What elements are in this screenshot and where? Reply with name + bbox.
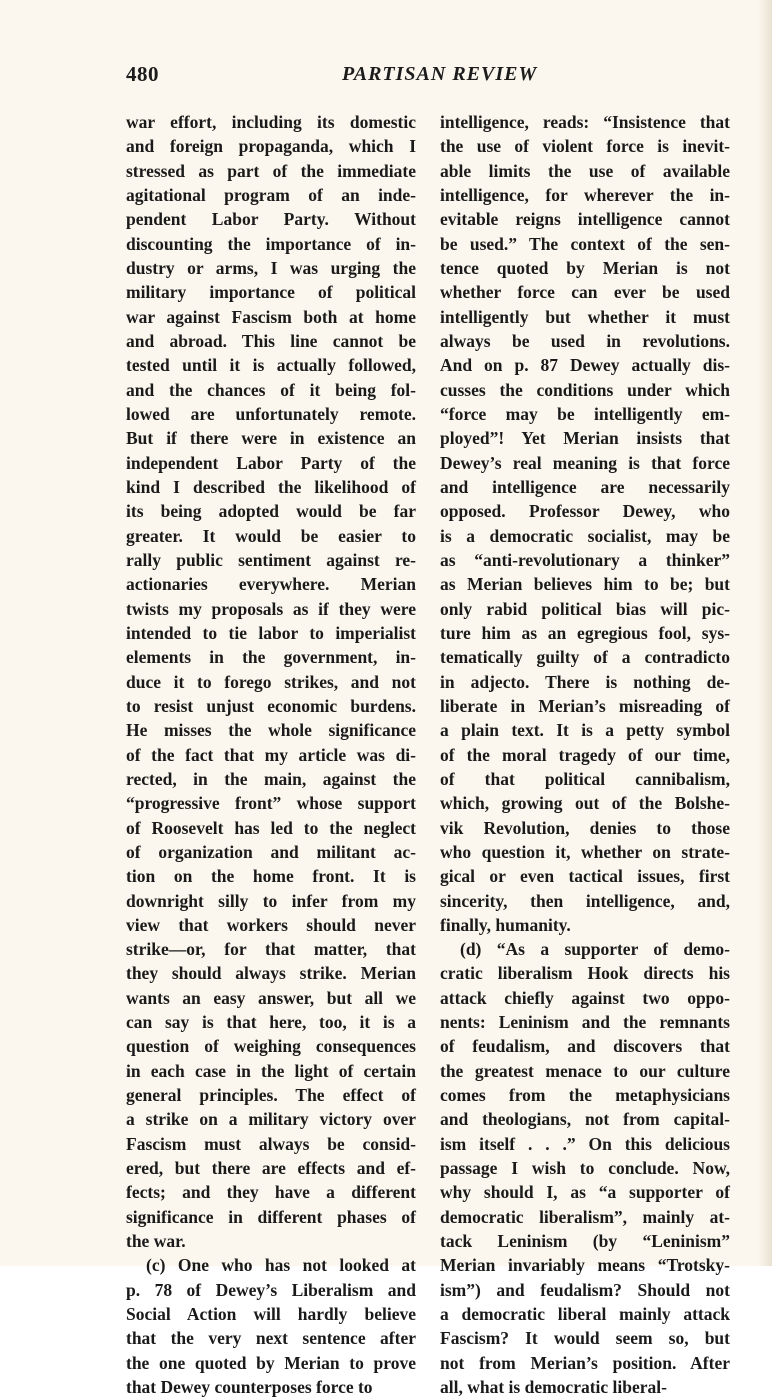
text-line: of the moral tragedy of our time, <box>440 744 730 765</box>
text-line: ture him as an egregious fool, sys- <box>440 622 730 643</box>
text-line: as Merian believes him to be; but <box>440 574 730 595</box>
text-line: elements in the government, in- <box>126 647 416 668</box>
text-line: of feudalism, and discovers that <box>440 1036 730 1057</box>
text-line: evitable reigns intelligence cannot <box>440 209 730 230</box>
text-line: who question it, whether on strate- <box>440 841 730 862</box>
text-line: sincerity, then intelligence, and, <box>440 890 730 911</box>
text-line: twists my proposals as if they were <box>126 598 416 619</box>
text-line: vik Revolution, denies to those <box>440 817 730 838</box>
text-line: (c) One who has not looked at <box>146 1255 416 1276</box>
text-line: is a democratic socialist, may be <box>440 525 730 546</box>
left-text-column <box>126 110 416 1399</box>
text-line: And on p. 87 Dewey actually dis- <box>440 355 730 376</box>
text-line: greater. It would be easier to <box>126 525 416 546</box>
text-line: cusses the conditions under which <box>440 379 730 400</box>
text-line: tack Leninism (by “Leninism” <box>440 1231 730 1252</box>
text-line: opposed. Professor Dewey, who <box>440 501 730 522</box>
text-line: wants an easy answer, but all we <box>126 987 416 1008</box>
text-line: gical or even tactical issues, first <box>440 866 730 887</box>
text-line: and intelligence are necessarily <box>440 476 730 497</box>
text-line: ism”) and feudalism? Should not <box>440 1279 730 1300</box>
page-number: 480 <box>126 62 159 86</box>
text-line: Merian invariably means “Trotsky- <box>440 1255 730 1276</box>
text-line: Social Action will hardly believe <box>126 1304 416 1325</box>
text-line: general principles. The effect of <box>126 1085 416 1106</box>
text-line: Fascism? It would seem so, but <box>440 1328 730 1349</box>
text-line: tested until it is actually followed, <box>126 355 416 376</box>
text-line: military importance of political <box>126 282 416 303</box>
text-line: dustry or arms, I was urging the <box>126 257 416 278</box>
text-line: always be used in revolutions. <box>440 330 730 351</box>
running-head: PARTISAN REVIEW <box>342 63 538 85</box>
text-line: a plain text. It is a petty symbol <box>440 720 730 741</box>
text-line: the use of violent force is inevit- <box>440 136 730 157</box>
text-line: passage I wish to conclude. Now, <box>440 1158 730 1179</box>
page-header <box>126 62 732 92</box>
text-line: significance in different phases of <box>126 1206 416 1227</box>
text-line: agitational program of an inde- <box>126 184 416 205</box>
text-line: cratic liberalism Hook directs his <box>440 963 730 984</box>
text-line: view that workers should never <box>126 914 416 935</box>
text-line: can say is that here, too, it is a <box>126 1012 416 1033</box>
text-line: attack chiefly against two oppo- <box>440 987 730 1008</box>
text-line: pendent Labor Party. Without <box>126 209 416 230</box>
text-line: But if there were in existence an <box>126 428 416 449</box>
text-line: tematically guilty of a contradicto <box>440 647 730 668</box>
text-line: kind I described the likelihood of <box>126 476 416 497</box>
text-line: why should I, as “a supporter of <box>440 1182 730 1203</box>
text-line: that the very next sentence after <box>126 1328 416 1349</box>
text-line: strike—or, for that matter, that <box>126 939 416 960</box>
text-line: they should always strike. Merian <box>126 963 416 984</box>
text-line: and theologians, not from capital- <box>440 1109 730 1130</box>
text-line: which, growing out of the Bolshe- <box>440 793 730 814</box>
text-line: a strike on a military victory over <box>126 1109 416 1130</box>
text-line: that Dewey counterposes force to <box>126 1377 373 1398</box>
text-line: of organization and militant ac- <box>126 841 416 862</box>
page-edge-shadow <box>758 0 772 1266</box>
text-line: in each case in the light of certain <box>126 1060 416 1081</box>
text-line: tence quoted by Merian is not <box>440 257 730 278</box>
text-line: “progressive front” whose support <box>126 793 416 814</box>
text-line: war effort, including its domestic <box>126 112 416 132</box>
text-line: intended to tie labor to imperialist <box>126 622 416 643</box>
text-line: He misses the whole significance <box>126 720 416 741</box>
text-line: a democratic liberal mainly attack <box>440 1304 730 1325</box>
text-line: discounting the importance of in- <box>126 233 416 254</box>
right-text-column <box>440 110 730 1399</box>
text-line: fects; and they have a different <box>126 1182 416 1203</box>
text-line: intelligently but whether it must <box>440 306 730 327</box>
text-line: of Roosevelt has led to the neglect <box>126 817 416 838</box>
text-line: intelligence, reads: “Insistence that <box>440 112 730 132</box>
text-line: whether force can ever be used <box>440 282 730 303</box>
text-line: tion on the home front. It is <box>126 866 416 887</box>
text-line: actionaries everywhere. Merian <box>126 574 416 595</box>
text-line: stressed as part of the immediate <box>126 160 416 181</box>
text-line: of that political cannibalism, <box>440 768 730 789</box>
text-line: question of weighing consequences <box>126 1036 416 1057</box>
text-line: nents: Leninism and the remnants <box>440 1012 730 1033</box>
text-line: as “anti-revolutionary a thinker” <box>440 549 730 570</box>
text-line: the one quoted by Merian to prove <box>126 1352 416 1373</box>
text-line: not from Merian’s position. After <box>440 1352 730 1373</box>
text-line: independent Labor Party of the <box>126 452 416 473</box>
text-line: in adjecto. There is nothing de- <box>440 671 730 692</box>
text-line: all, what is democratic liberal- <box>440 1377 667 1398</box>
text-line: democratic liberalism”, mainly at- <box>440 1206 730 1227</box>
text-line: downright silly to infer from my <box>126 890 416 911</box>
text-line: finally, humanity. <box>440 914 571 935</box>
text-line: and abroad. This line cannot be <box>126 330 416 351</box>
text-line: (d) “As a supporter of demo- <box>460 939 730 960</box>
text-line: of the fact that my article was di- <box>126 744 416 765</box>
text-line: the war. <box>126 1231 186 1252</box>
text-line: war against Fascism both at home <box>126 306 416 327</box>
text-line: duce it to forego strikes, and not <box>126 671 416 692</box>
text-line: to resist unjust economic burdens. <box>126 695 416 716</box>
text-line: and foreign propaganda, which I <box>126 136 416 157</box>
text-line: “force may be intelligently em- <box>440 403 730 424</box>
text-line: lowed are unfortunately remote. <box>126 403 416 424</box>
text-line: rally public sentiment against re- <box>126 549 416 570</box>
text-line: intelligence, for wherever the in- <box>440 184 730 205</box>
text-line: and the chances of it being fol- <box>126 379 416 400</box>
text-line: Dewey’s real meaning is that force <box>440 452 730 473</box>
text-line: Fascism must always be consid- <box>126 1133 416 1154</box>
text-line: able limits the use of available <box>440 160 730 181</box>
text-line: rected, in the main, against the <box>126 768 416 789</box>
text-line: ism itself . . .” On this delicious <box>440 1133 730 1154</box>
text-line: p. 78 of Dewey’s Liberalism and <box>126 1279 416 1300</box>
text-line: be used.” The context of the sen- <box>440 233 730 254</box>
text-line: comes from the metaphysicians <box>440 1085 730 1106</box>
text-line: liberate in Merian’s misreading of <box>440 695 730 716</box>
text-line: ered, but there are effects and ef- <box>126 1158 416 1179</box>
text-line: its being adopted would be far <box>126 501 416 522</box>
text-line: ployed”! Yet Merian insists that <box>440 428 730 449</box>
text-line: the greatest menace to our culture <box>440 1060 730 1081</box>
text-line: only rabid political bias will pic- <box>440 598 730 619</box>
